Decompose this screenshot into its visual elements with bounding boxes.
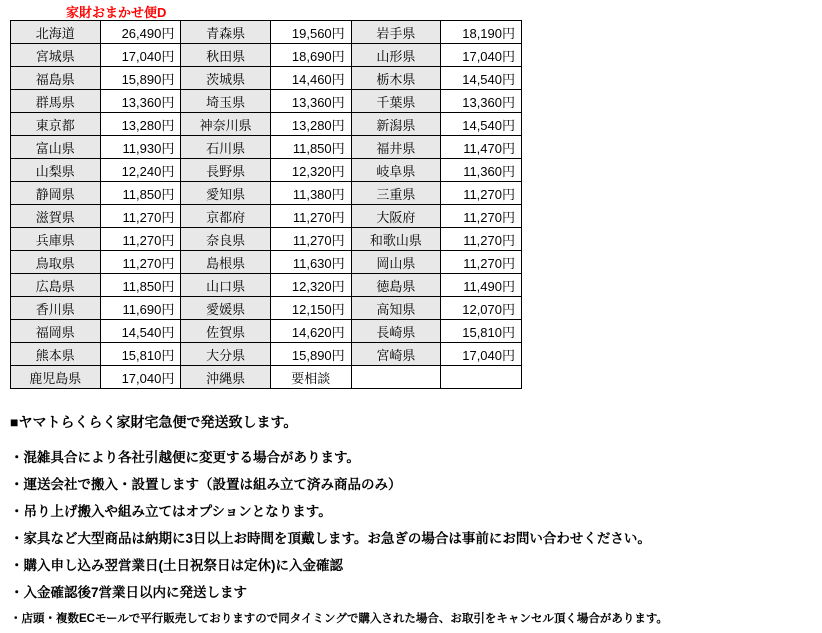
prefecture-cell: 東京都 <box>11 113 101 136</box>
table-row <box>11 44 522 67</box>
table-row <box>11 343 522 366</box>
prefecture-cell: 宮城県 <box>11 44 101 67</box>
notes-list <box>10 446 810 601</box>
prefecture-cell: 兵庫県 <box>11 228 101 251</box>
price-cell: 11,470円 <box>441 136 522 159</box>
table-row <box>11 21 522 44</box>
prefecture-cell: 奈良県 <box>181 228 271 251</box>
price-cell: 11,270円 <box>441 205 522 228</box>
price-cell: 15,890円 <box>100 67 181 90</box>
price-cell: 11,270円 <box>441 251 522 274</box>
prefecture-cell: 愛知県 <box>181 182 271 205</box>
prefecture-cell: 山梨県 <box>11 159 101 182</box>
prefecture-cell: 富山県 <box>11 136 101 159</box>
prefecture-cell: 岩手県 <box>351 21 441 44</box>
price-cell: 11,850円 <box>100 274 181 297</box>
prefecture-cell: 茨城県 <box>181 67 271 90</box>
note-line: ・混雑具合により各社引越便に変更する場合があります。 <box>10 450 360 465</box>
price-cell: 11,270円 <box>100 251 181 274</box>
prefecture-cell: 福井県 <box>351 136 441 159</box>
price-cell: 18,690円 <box>270 44 351 67</box>
table-row <box>11 90 522 113</box>
price-cell: 14,460円 <box>270 67 351 90</box>
table-row <box>11 136 522 159</box>
prefecture-cell: 広島県 <box>11 274 101 297</box>
note-line: ・吊り上げ搬入や組み立てはオプションとなります。 <box>10 504 332 519</box>
prefecture-cell: 佐賀県 <box>181 320 271 343</box>
price-cell: 19,560円 <box>270 21 351 44</box>
price-cell: 15,810円 <box>100 343 181 366</box>
price-cell: 26,490円 <box>100 21 181 44</box>
price-cell: 17,040円 <box>100 366 181 389</box>
prefecture-cell: 滋賀県 <box>11 205 101 228</box>
prefecture-cell: 神奈川県 <box>181 113 271 136</box>
price-cell: 12,320円 <box>270 159 351 182</box>
price-cell: 11,380円 <box>270 182 351 205</box>
price-cell: 11,360円 <box>441 159 522 182</box>
price-cell: 15,890円 <box>270 343 351 366</box>
notes-small-print: ・店頭・複数ECモールで平行販売しておりますので同タイミングで購入された場合、お取引をキャンセル頂く場合があります。 <box>10 613 668 625</box>
price-cell: 11,690円 <box>100 297 181 320</box>
table-row <box>11 182 522 205</box>
prefecture-cell: 千葉県 <box>351 90 441 113</box>
price-cell: 14,620円 <box>270 320 351 343</box>
notes-heading: ■ヤマトらくらく家財宅急便で発送致します。 <box>10 414 298 430</box>
price-cell: 12,240円 <box>100 159 181 182</box>
prefecture-cell: 埼玉県 <box>181 90 271 113</box>
empty-cell <box>441 366 522 389</box>
price-cell: 12,320円 <box>270 274 351 297</box>
table-row <box>11 251 522 274</box>
price-cell: 11,930円 <box>100 136 181 159</box>
note-line: ・運送会社で搬入・設置します（設置は組み立て済み商品のみ） <box>10 477 402 492</box>
prefecture-cell: 長崎県 <box>351 320 441 343</box>
prefecture-cell: 福岡県 <box>11 320 101 343</box>
prefecture-cell: 群馬県 <box>11 90 101 113</box>
price-cell: 11,850円 <box>100 182 181 205</box>
prefecture-cell: 栃木県 <box>351 67 441 90</box>
prefecture-cell: 北海道 <box>11 21 101 44</box>
price-cell: 11,270円 <box>100 205 181 228</box>
prefecture-cell: 山形県 <box>351 44 441 67</box>
prefecture-cell: 高知県 <box>351 297 441 320</box>
prefecture-cell: 福島県 <box>11 67 101 90</box>
price-cell: 12,150円 <box>270 297 351 320</box>
table-row <box>11 297 522 320</box>
prefecture-cell: 香川県 <box>11 297 101 320</box>
page-title: 家財おまかせ便D <box>66 5 167 20</box>
price-cell: 14,540円 <box>441 113 522 136</box>
price-cell: 17,040円 <box>100 44 181 67</box>
table-row <box>11 113 522 136</box>
prefecture-cell: 徳島県 <box>351 274 441 297</box>
prefecture-cell: 石川県 <box>181 136 271 159</box>
prefecture-cell: 新潟県 <box>351 113 441 136</box>
table-body <box>11 21 522 389</box>
prefecture-cell: 島根県 <box>181 251 271 274</box>
price-cell: 12,070円 <box>441 297 522 320</box>
price-cell: 13,280円 <box>100 113 181 136</box>
prefecture-cell: 愛媛県 <box>181 297 271 320</box>
prefecture-cell: 京都府 <box>181 205 271 228</box>
price-cell: 11,270円 <box>441 182 522 205</box>
prefecture-cell: 鳥取県 <box>11 251 101 274</box>
table-row <box>11 228 522 251</box>
prefecture-cell: 静岡県 <box>11 182 101 205</box>
price-cell: 14,540円 <box>441 67 522 90</box>
prefecture-cell: 三重県 <box>351 182 441 205</box>
price-cell: 18,190円 <box>441 21 522 44</box>
price-cell: 11,630円 <box>270 251 351 274</box>
prefecture-cell: 宮崎県 <box>351 343 441 366</box>
table-row <box>11 159 522 182</box>
price-cell: 11,490円 <box>441 274 522 297</box>
price-cell: 13,360円 <box>100 90 181 113</box>
empty-cell <box>351 366 441 389</box>
prefecture-cell: 鹿児島県 <box>11 366 101 389</box>
table-row <box>11 67 522 90</box>
note-line: ・入金確認後7営業日以内に発送します <box>10 585 248 600</box>
price-cell: 11,270円 <box>441 228 522 251</box>
note-line: ・購入申し込み翌営業日(土日祝祭日は定休)に入金確認 <box>10 558 343 573</box>
price-cell: 13,360円 <box>441 90 522 113</box>
price-cell: 11,850円 <box>270 136 351 159</box>
shipping-fee-table <box>10 20 522 389</box>
table-row <box>11 274 522 297</box>
prefecture-cell: 岐阜県 <box>351 159 441 182</box>
table-row <box>11 366 522 389</box>
prefecture-cell: 熊本県 <box>11 343 101 366</box>
prefecture-cell: 沖縄県 <box>181 366 271 389</box>
table-row <box>11 320 522 343</box>
price-cell: 13,280円 <box>270 113 351 136</box>
price-cell: 17,040円 <box>441 343 522 366</box>
price-cell: 要相談 <box>270 366 351 389</box>
table-row <box>11 205 522 228</box>
note-line: ・家具など大型商品は納期に3日以上お時間を頂戴します。お急ぎの場合は事前にお問い合わせください。 <box>10 531 651 546</box>
price-cell: 11,270円 <box>270 228 351 251</box>
price-cell: 11,270円 <box>100 228 181 251</box>
price-cell: 17,040円 <box>441 44 522 67</box>
price-cell: 14,540円 <box>100 320 181 343</box>
prefecture-cell: 大阪府 <box>351 205 441 228</box>
prefecture-cell: 青森県 <box>181 21 271 44</box>
prefecture-cell: 秋田県 <box>181 44 271 67</box>
prefecture-cell: 和歌山県 <box>351 228 441 251</box>
prefecture-cell: 長野県 <box>181 159 271 182</box>
prefecture-cell: 山口県 <box>181 274 271 297</box>
price-cell: 15,810円 <box>441 320 522 343</box>
prefecture-cell: 大分県 <box>181 343 271 366</box>
price-cell: 13,360円 <box>270 90 351 113</box>
price-cell: 11,270円 <box>270 205 351 228</box>
prefecture-cell: 岡山県 <box>351 251 441 274</box>
notes-section <box>10 412 810 633</box>
